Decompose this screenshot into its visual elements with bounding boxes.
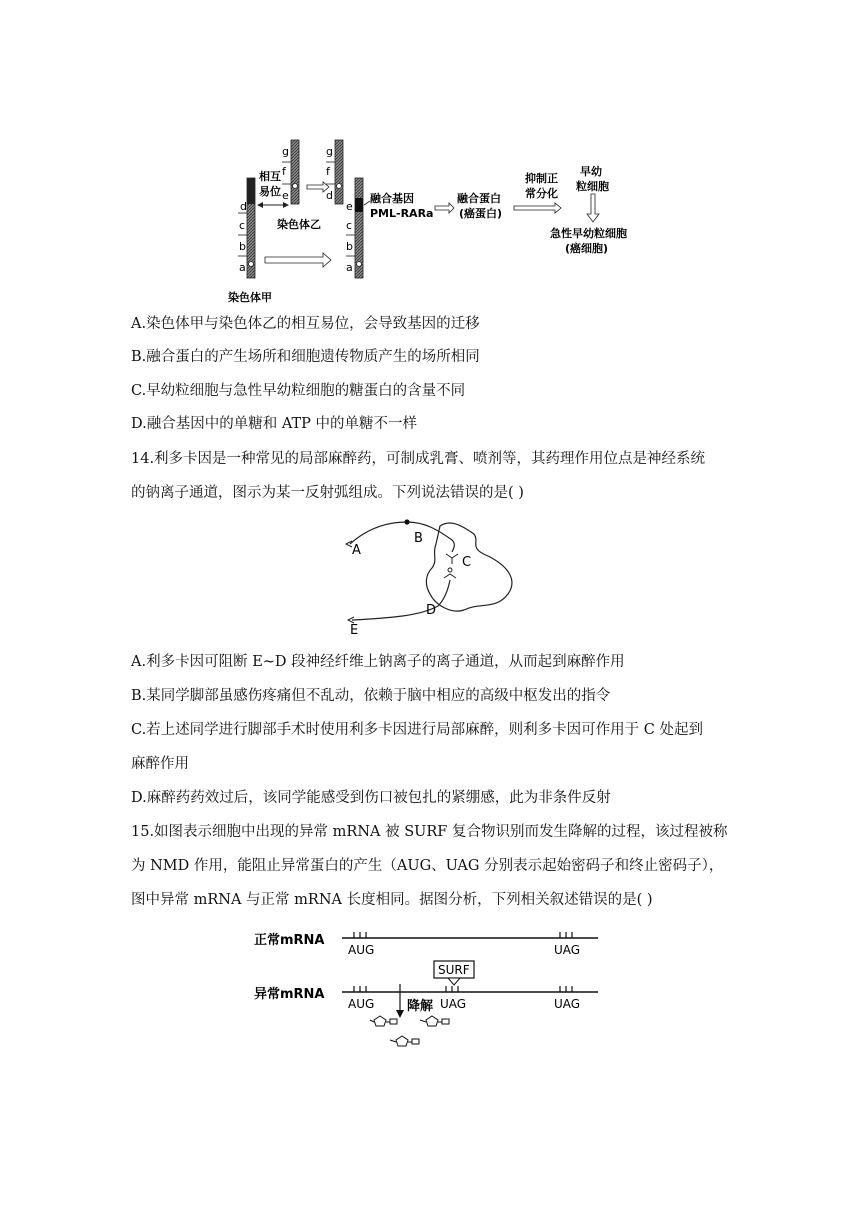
degrade-label: 降解	[407, 999, 434, 1014]
fusion-gene-label-1: 融合基因	[370, 192, 414, 205]
exchange-label-1: 相互	[259, 170, 281, 183]
label-b: B	[414, 531, 423, 546]
abnormal-uag-2: UAG	[554, 997, 581, 1011]
chromosome-b-label: 染色体乙	[277, 218, 321, 231]
leukemia-label-1: 急性早幼粒细胞	[550, 227, 627, 240]
q14-stem-line-1: 14.利多卡因是一种常见的局部麻醉药，可制成乳膏、喷剂等，其药理作用位点是神经系统	[131, 451, 706, 467]
gene-c-label: c	[239, 219, 246, 232]
inhibit-label-2: 常分化	[525, 187, 558, 200]
abnormal-mrna-label: 异常mRNA	[254, 987, 325, 1002]
exchange-label-2: 易位	[259, 185, 281, 198]
leukemia-label-2: (癌细胞)	[565, 242, 609, 255]
q15-stem-line-1: 15.如图表示细胞中出现的异常 mRNA 被 SURF 复合物识别而发生降解的过程，该过程被称	[131, 824, 728, 840]
gene-g-label: g	[282, 145, 289, 158]
chromosome-a	[247, 178, 255, 278]
label-d: D	[426, 603, 437, 618]
gene-g2-label: g	[326, 145, 333, 158]
reflex-arc-diagram	[340, 514, 530, 638]
q14-option-c: C.若上述同学进行脚部手术时使用利多卡因进行局部麻醉，则利多卡因可作用于 C 处起到	[131, 722, 703, 738]
gene-c2-label: c	[346, 219, 353, 232]
gene-d-label: d	[240, 200, 247, 213]
label-c: C	[462, 555, 472, 570]
fusion-gene-label-2: PML-RARa	[370, 207, 434, 220]
q15-stem-line-3: 图中异常 mRNA 与正常 mRNA 长度相同。据图分析，下列相关叙述错误的是( )	[131, 892, 653, 908]
fusion-protein-label-1: 融合蛋白	[457, 192, 501, 205]
normal-mrna-label: 正常mRNA	[254, 933, 325, 948]
normal-aug: AUG	[348, 943, 375, 957]
gene-e-label: e	[282, 189, 289, 202]
q15-stem-line-2: 为 NMD 作用，能阻止异常蛋白的产生（AUG、UAG 分别表示起始密码子和终止密码子），	[131, 858, 724, 874]
q14-option-b: B.某同学脚部虽感伤疼痛但不乱动，依赖于脑中相应的高级中枢发出的指令	[131, 688, 611, 704]
fusion-protein-label-2: (癌蛋白)	[459, 207, 503, 220]
translocation-diagram	[225, 138, 665, 310]
gene-a-label: a	[239, 261, 246, 274]
gene-f2-label: f	[326, 165, 330, 178]
chromosome-b-after	[335, 140, 343, 204]
label-e: E	[350, 623, 359, 638]
afferent-fiber	[350, 522, 454, 552]
q13-option-b: B.融合蛋白的产生场所和细胞遗传物质产生的场所相同	[131, 349, 480, 365]
early-cell-label-1: 早幼	[580, 165, 602, 178]
gene-b-label: b	[239, 240, 246, 253]
gene-f-label: f	[282, 165, 286, 178]
ganglion-b	[404, 519, 409, 524]
chromosome-a-label: 染色体甲	[228, 291, 272, 304]
gene-e2-label: e	[346, 200, 353, 213]
q14-option-a: A.利多卡因可阻断 E~D 段神经纤维上钠离子的离子通道，从而起到麻醉作用	[131, 654, 625, 670]
chromosome-b	[291, 140, 299, 204]
gene-b2-label: b	[346, 240, 353, 253]
inhibit-label-1: 抑制正	[525, 172, 558, 185]
surf-label: SURF	[438, 963, 470, 977]
abnormal-aug: AUG	[348, 997, 375, 1011]
q13-option-c: C.早幼粒细胞与急性早幼粒细胞的糖蛋白的含量不同	[131, 383, 466, 399]
early-cell-label-2: 粒细胞	[576, 180, 609, 193]
q14-option-c-cont: 麻醉作用	[131, 756, 189, 772]
chromosome-a-after	[355, 178, 363, 278]
gene-d2-label: d	[326, 189, 333, 202]
q14-option-d: D.麻醉药药效过后，该同学能感受到伤口被包扎的紧绷感，此为非条件反射	[131, 790, 611, 806]
abnormal-uag: UAG	[440, 997, 467, 1011]
q13-option-d: D.融合基因中的单糖和 ATP 中的单糖不一样	[131, 416, 418, 432]
degraded-nucleotides	[370, 1016, 449, 1046]
label-a: A	[352, 543, 361, 558]
nmd-diagram	[250, 928, 610, 1054]
normal-uag: UAG	[554, 943, 581, 957]
q13-option-a: A.染色体甲与染色体乙的相互易位，会导致基因的迁移	[131, 316, 480, 332]
q14-stem-line-2: 的钠离子通道，图示为某一反射弧组成。下列说法错误的是( )	[131, 485, 524, 501]
gene-a2-label: a	[346, 261, 353, 274]
